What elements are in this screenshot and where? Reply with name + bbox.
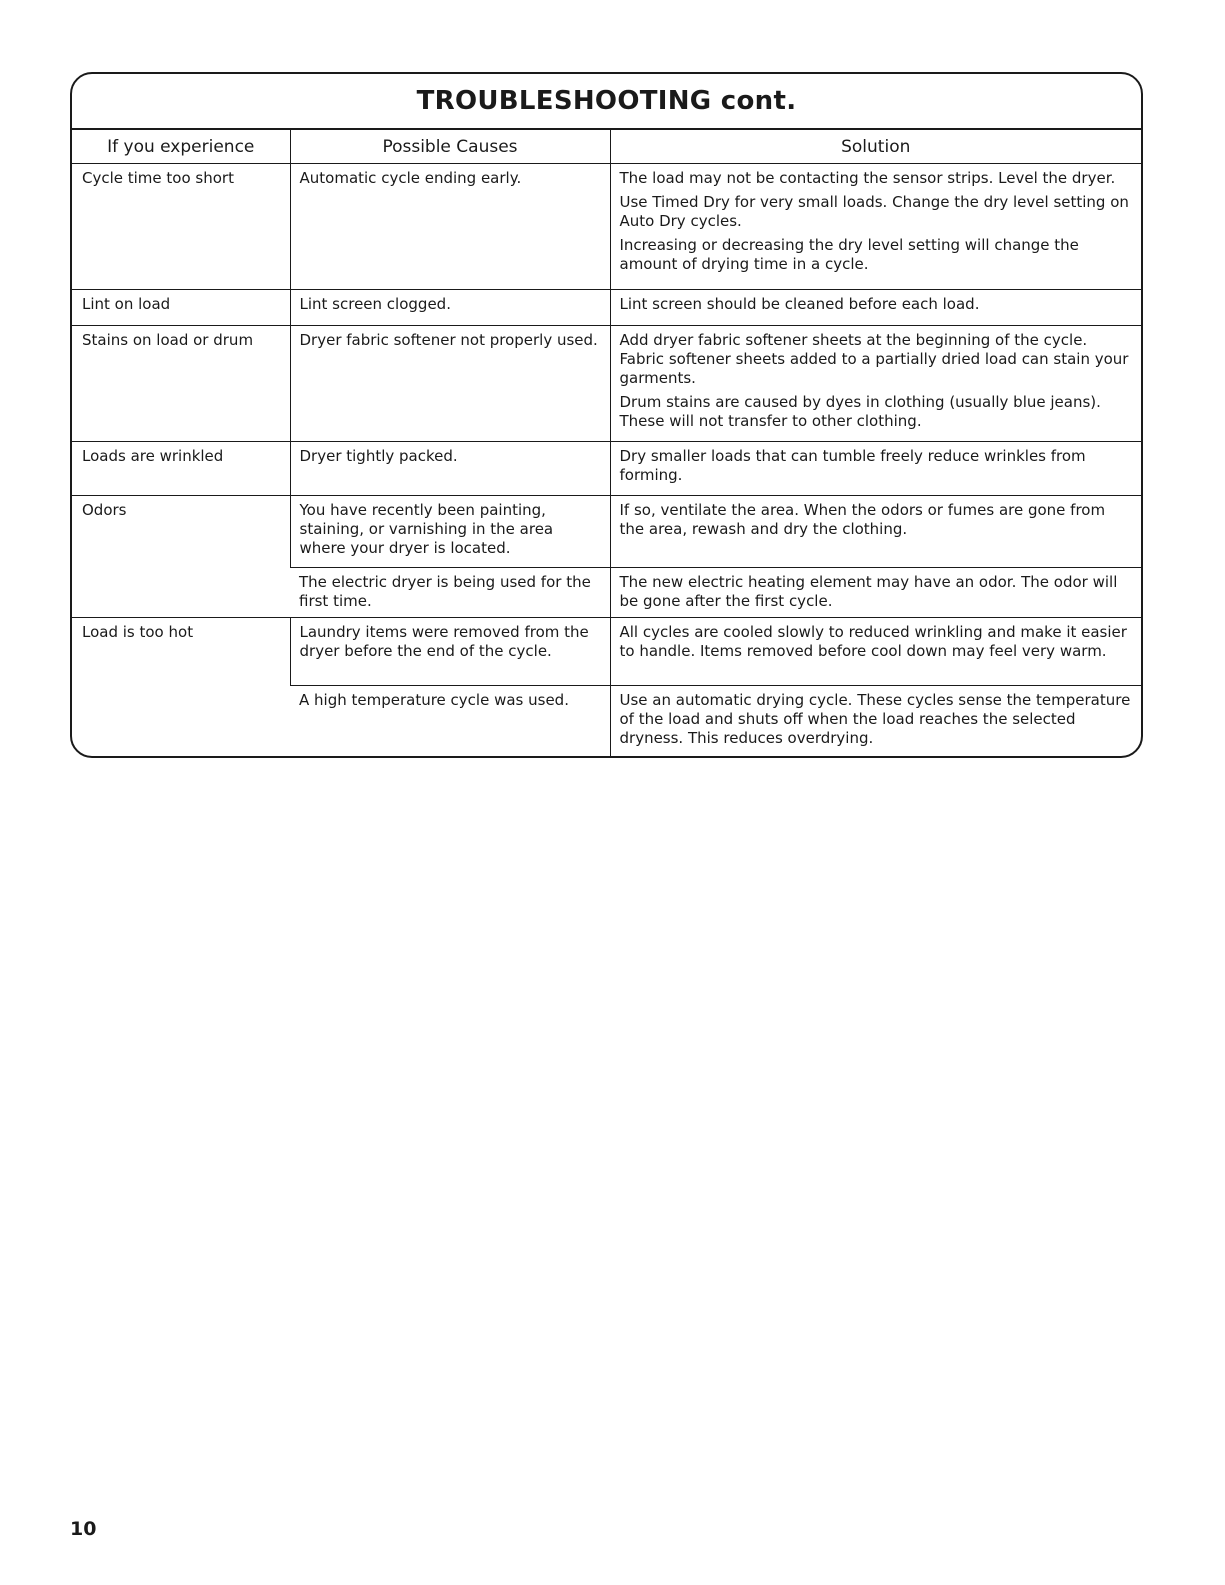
page-title: TROUBLESHOOTING cont. (72, 74, 1141, 130)
solution-paragraph: The new electric heating element may have an odor. The odor will be gone after the first cycle. (619, 573, 1118, 610)
table-row (72, 326, 1141, 442)
solution-paragraph: Use Timed Dry for very small loads. Change the dry level setting on Auto Dry cycles. (619, 193, 1129, 230)
table-header-row (72, 130, 1141, 164)
solution-paragraph: If so, ventilate the area. When the odors or fumes are gone from the area, rewash and dry the clothing. (619, 501, 1106, 538)
solution-cell (610, 164, 1141, 290)
table-row (72, 164, 1141, 290)
experience-cell: Load is too hot (72, 618, 290, 756)
column-header-experience: If you experience (72, 130, 290, 164)
table-row (72, 290, 1141, 326)
solution-paragraph: Drum stains are caused by dyes in clothing (usually blue jeans). These will not transfer to other clothing. (619, 393, 1101, 430)
cause-cell: Automatic cycle ending early. (290, 164, 610, 290)
experience-cell: Cycle time too short (72, 164, 290, 290)
cause-cell: Dryer fabric softener not properly used. (290, 326, 610, 442)
solution-cell (610, 326, 1141, 442)
cause-cell: Dryer tightly packed. (290, 442, 610, 496)
solution-cell (610, 568, 1141, 618)
solution-cell (610, 290, 1141, 326)
solution-cell (610, 618, 1141, 686)
page-number: 10 (70, 1518, 97, 1540)
troubleshooting-panel (70, 72, 1143, 758)
solution-paragraph: The load may not be contacting the sensor strips. Level the dryer. (619, 169, 1116, 187)
cause-cell: Laundry items were removed from the dryer before the end of the cycle. (290, 618, 610, 686)
cause-cell: The electric dryer is being used for the first time. (290, 568, 610, 618)
cause-cell: A high temperature cycle was used. (290, 686, 610, 756)
solution-paragraph: Increasing or decreasing the dry level setting will change the amount of drying time in a cycle. (619, 236, 1079, 273)
troubleshooting-table (72, 130, 1141, 756)
solution-paragraph: Use an automatic drying cycle. These cycles sense the temperature of the load and shuts off when the load reaches the selected dryness. This reduces overdrying. (619, 691, 1131, 747)
solution-paragraph: Dry smaller loads that can tumble freely reduce wrinkles from forming. (619, 447, 1086, 484)
experience-cell: Loads are wrinkled (72, 442, 290, 496)
solution-cell (610, 442, 1141, 496)
cause-cell: You have recently been painting, staining, or varnishing in the area where your dryer is located. (290, 496, 610, 568)
solution-paragraph: Add dryer fabric softener sheets at the beginning of the cycle. Fabric softener sheets added to a partially dried load can stain your garments. (619, 331, 1129, 387)
table-row (72, 442, 1141, 496)
experience-cell: Stains on load or drum (72, 326, 290, 442)
solution-paragraph: All cycles are cooled slowly to reduced wrinkling and make it easier to handle. Items removed before cool down may feel very warm. (619, 623, 1127, 660)
solution-paragraph: Lint screen should be cleaned before each load. (619, 295, 980, 313)
solution-cell (610, 496, 1141, 568)
column-header-solution: Solution (610, 130, 1141, 164)
column-header-causes: Possible Causes (290, 130, 610, 164)
table-row (72, 496, 1141, 568)
experience-cell: Odors (72, 496, 290, 618)
experience-cell: Lint on load (72, 290, 290, 326)
table-row (72, 618, 1141, 686)
solution-cell (610, 686, 1141, 756)
cause-cell: Lint screen clogged. (290, 290, 610, 326)
